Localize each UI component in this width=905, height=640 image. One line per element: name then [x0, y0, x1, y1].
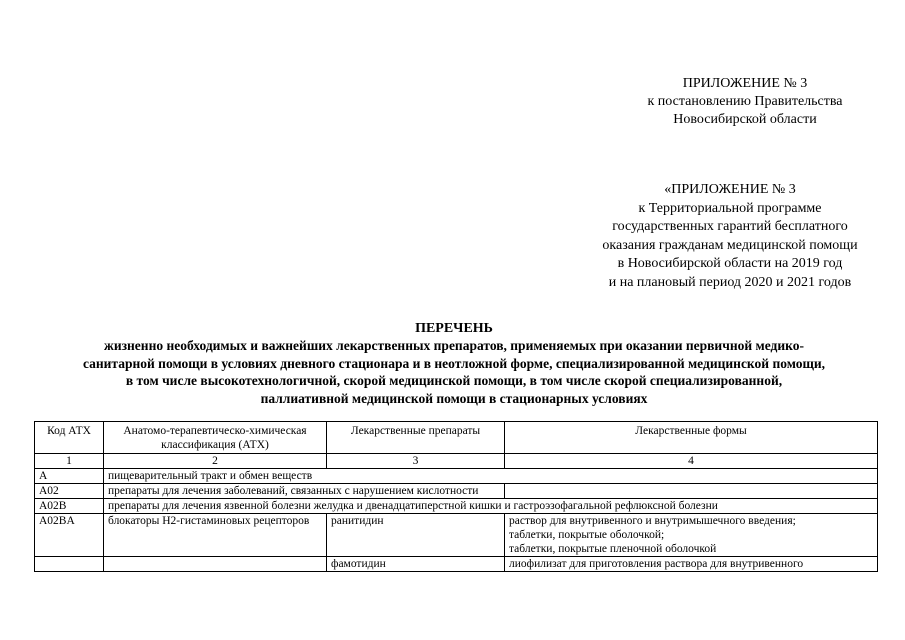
header-atc-code: Код АТХ: [35, 422, 104, 454]
drug-name-cell: фамотидин: [327, 557, 505, 572]
atc-code-cell: A02B: [35, 499, 104, 514]
appendix-main-line: к постановлению Правительства: [647, 94, 843, 109]
atc-code-cell: A02: [35, 484, 104, 499]
list-subtitle-line: паллиативной медицинской помощи в стационарных условиях: [260, 390, 648, 406]
drug-forms-cell: [505, 514, 878, 557]
drug-form: таблетки, покрытые оболочкой;: [509, 529, 665, 541]
table-header-row: [35, 422, 878, 454]
column-number: 2: [104, 454, 327, 469]
column-number: 3: [327, 454, 505, 469]
drug-form: лиофилизат для приготовления раствора для внутривенного: [509, 558, 804, 570]
table-row: [35, 499, 878, 514]
appendix-main-line: ПРИЛОЖЕНИЕ № 3: [682, 76, 808, 91]
table-row: [35, 514, 878, 557]
appendix-program-line: «ПРИЛОЖЕНИЕ № 3: [664, 182, 796, 197]
atc-code-cell: [35, 557, 104, 572]
list-subtitle-line: санитарной помощи в условиях дневного стационара и в неотложной форме, специализированной медицинской помощи,: [82, 355, 826, 371]
drug-forms-cell: [505, 557, 878, 572]
empty-cell: [505, 484, 878, 499]
appendix-program-line: оказания гражданам медицинской помощи: [602, 237, 858, 253]
atc-name-cell: блокаторы H2-гистаминовых рецепторов: [104, 514, 327, 557]
list-subtitle: [30, 337, 878, 407]
list-subtitle-line: жизненно необходимых и важнейших лекарственных препаратов, применяемых при оказании первичной медико-: [104, 338, 804, 353]
appendix-program-line: в Новосибирской области на 2019 год: [617, 256, 843, 271]
atc-name-cell: препараты для лечения язвенной болезни желудка и двенадцатиперстной кишки и гастроэзофагальной рефлюксной болезни: [104, 499, 878, 514]
table-row: [35, 484, 878, 499]
appendix-program-line: государственных гарантий бесплатного: [612, 219, 848, 234]
list-subtitle-line: в том числе высокотехнологичной, скорой медицинской помощи, в том числе скорой специализированной,: [125, 373, 783, 388]
drug-form: таблетки, покрытые пленочной оболочкой: [509, 543, 717, 555]
appendix-main-line: Новосибирской области: [673, 112, 817, 127]
drug-form: раствор для внутривенного и внутримышечного введения;: [509, 515, 796, 527]
drug-table: [34, 421, 878, 572]
appendix-program-heading: [560, 181, 900, 292]
atc-code-cell: A02BA: [35, 514, 104, 557]
appendix-program-line: к Территориальной программе: [638, 200, 822, 216]
table-row: [35, 557, 878, 572]
header-drugs: Лекарственные препараты: [327, 422, 505, 454]
header-atc-classification: Анатомо-терапевтическо-химическая классификация (АТХ): [104, 422, 327, 454]
column-number: 4: [505, 454, 878, 469]
list-title: ПЕРЕЧЕНЬ: [415, 321, 493, 336]
atc-code-cell: A: [35, 469, 104, 484]
column-number-row: [35, 454, 878, 469]
atc-name-cell: пищеварительный тракт и обмен веществ: [104, 469, 878, 484]
appendix-program-line: и на плановый период 2020 и 2021 годов: [608, 274, 852, 290]
table-row: [35, 469, 878, 484]
atc-name-cell: [104, 557, 327, 572]
column-number: 1: [35, 454, 104, 469]
appendix-main-heading: [590, 75, 900, 129]
atc-name-cell: препараты для лечения заболеваний, связанных с нарушением кислотности: [104, 484, 505, 499]
header-forms: Лекарственные формы: [505, 422, 878, 454]
drug-name-cell: ранитидин: [327, 514, 505, 557]
